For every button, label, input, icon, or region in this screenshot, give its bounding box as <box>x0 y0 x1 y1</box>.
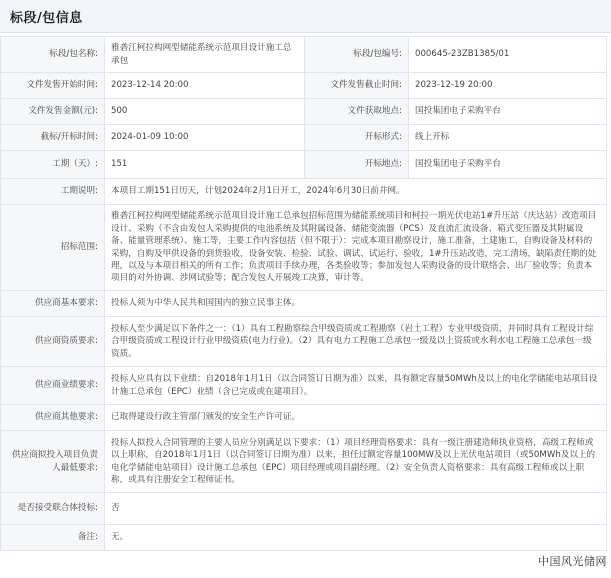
pm-req-value: 投标人拟投入合同管理的主要人员应分别满足以下要求：（1）项目经理资格要求：具有一级注册建造师执业资格，高级工程师或以上职称，自2018年1月1日（以合同签订日期为准）以来，担任过额定容量100MW及以上光伏电站项目（或50MWh及以上的电化学储能电站项目）设计施工总承包（EPC）项目经理或项目副经理。（2）安全负责人资格要求：具有高级工程师或以上职称，或具有注册安全工程师证书。 <box>105 431 607 493</box>
opening-place-value: 国投集团电子采购平台 <box>409 151 607 179</box>
opening-place-label: 开标地点: <box>305 151 409 179</box>
scope-label: 招标范围: <box>1 205 105 291</box>
doc-start-value: 2023-12-14 20:00 <box>105 73 305 99</box>
doc-end-value: 2023-12-19 20:00 <box>409 73 607 99</box>
doc-end-label: 文件发售截止时间: <box>305 73 409 99</box>
duration-value: 151 <box>105 151 305 179</box>
consortium-value: 否 <box>105 493 607 525</box>
remark-label: 备注: <box>1 525 105 551</box>
deadline-label: 截标/开标时间: <box>1 125 105 151</box>
table-row <box>1 405 607 431</box>
section-code-label: 标段/包编号: <box>305 37 409 73</box>
qual-req-value: 投标人至少满足以下条件之一：（1）具有工程勘察综合甲级资质或工程勘察（岩土工程）专业甲级资质，并同时具有工程设计综合甲级资质或工程设计行业甲级资质(电力行业)。（2）具有电力工程施工总承包一级及以上资质或水利水电工程施工总承包一级资质。 <box>105 317 607 367</box>
section-name-value: 雅砻江柯拉构网型储能系统示范项目设计施工总承包 <box>105 37 305 73</box>
table-row <box>1 179 607 205</box>
basic-req-label: 供应商基本要求: <box>1 291 105 317</box>
other-req-label: 供应商其他要求: <box>1 405 105 431</box>
basic-req-value: 投标人须为中华人民共和国国内的独立民事主体。 <box>105 291 607 317</box>
table-row <box>1 125 607 151</box>
table-row <box>1 367 607 405</box>
table-row <box>1 525 607 551</box>
scope-value: 雅砻江柯拉构网型储能系统示范项目设计施工总承包招标范围为储能系统项目和柯拉一期光伏电站1#升压站（庆达站）改造项目设计、采购（不含由发包人采购提供的电池系统及其附属设备、储能变流器（PCS）及直流汇流设备、箱式变压器及其附属设备、能量管理系统）、施工等，主要工作内容包括（但不限于）：完成本项目勘察设计，施工准备，土建施工，自购设备及材料的采购，自购及甲供设备的到货验收，设备安装、检验、试验、调试、试运行、验收，1#升压站改造，完工清场，缺陷责任期的处理，以及与本项目相关的所有工作；负责项目手续办理，各类验收等；参加发包人采购设备的设计联络会、出厂验收等；负责本项目的对外协调、涉网试验等；配合发包人开展竣工决算，审计等。 <box>105 205 607 291</box>
doc-location-label: 文件获取地点: <box>305 99 409 125</box>
opening-form-value: 线上开标 <box>409 125 607 151</box>
perf-req-value: 投标人应具有以下业绩：自2018年1月1日（以合同签订日期为准）以来，具有额定容量50MWh及以上的电化学储能电站项目设计施工总承包（EPC）业绩（含已完成或在建项目）。 <box>105 367 607 405</box>
remark-value: 无。 <box>105 525 607 551</box>
other-req-value: 已取得建设行政主管部门颁发的安全生产许可证。 <box>105 405 607 431</box>
consortium-label: 是否接受联合体投标: <box>1 493 105 525</box>
section-header <box>0 0 611 33</box>
section-name-label: 标段/包名称: <box>1 37 105 73</box>
watermark-text: 中国风光储网 <box>538 555 607 568</box>
table-row <box>1 73 607 99</box>
doc-start-label: 文件发售开始时间: <box>1 73 105 99</box>
perf-req-label: 供应商业绩要求: <box>1 367 105 405</box>
table-row <box>1 493 607 525</box>
doc-price-label: 文件发售金额(元): <box>1 99 105 125</box>
deadline-value: 2024-01-09 10:00 <box>105 125 305 151</box>
qual-req-label: 供应商资质要求: <box>1 317 105 367</box>
opening-form-label: 开标形式: <box>305 125 409 151</box>
info-table <box>0 36 607 551</box>
duration-desc-value: 本项目工期151日历天，计划2024年2月1日开工，2024年6月30日前并网。 <box>105 179 607 205</box>
table-row <box>1 205 607 291</box>
table-row <box>1 37 607 73</box>
table-row <box>1 431 607 493</box>
duration-label: 工期（天）: <box>1 151 105 179</box>
doc-price-value: 500 <box>105 99 305 125</box>
table-row <box>1 151 607 179</box>
table-row <box>1 291 607 317</box>
duration-desc-label: 工期说明: <box>1 179 105 205</box>
table-row <box>1 317 607 367</box>
doc-location-value: 国投集团电子采购平台 <box>409 99 607 125</box>
table-row <box>1 99 607 125</box>
pm-req-label: 供应商拟投入项目负责人最低要求: <box>1 431 105 493</box>
section-title: 标段/包信息 <box>10 11 83 26</box>
section-code-value: 000645-23ZB1385/01 <box>409 37 607 73</box>
